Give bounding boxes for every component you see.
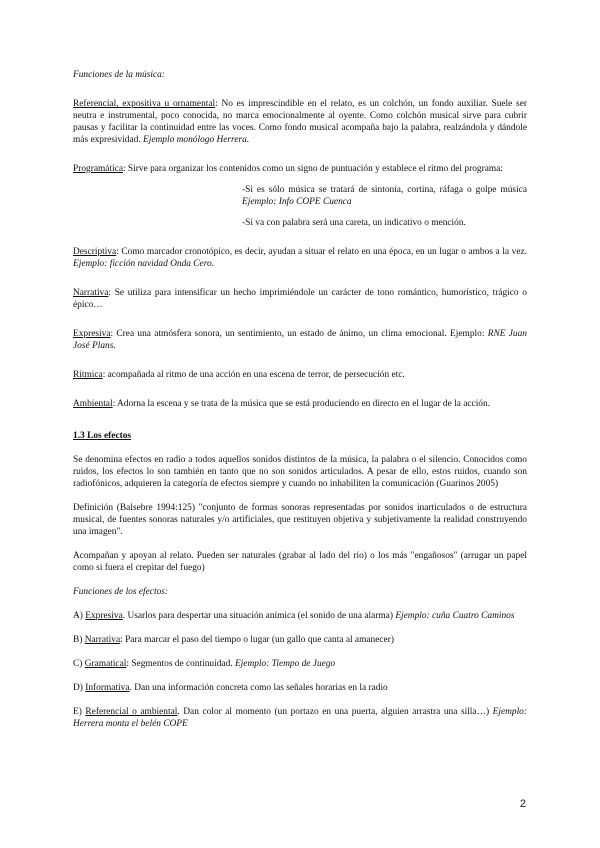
paragraph-definicion: Definición (Balsebre 1994:125) "conjunto de formas sonoras representadas por sonidos inarticulados o de estructura musical, de fuentes sonoras naturales y/o artificiales, que restituyen objetiva y subjetivamente la realidad construyendo una imagen". [73, 503, 527, 537]
section-title-efectos: 1.3 Los efectos [73, 431, 132, 441]
effect-b-prefix: B) [73, 635, 85, 645]
effect-b-text: : Para marcar el paso del tiempo o lugar (un gallo que canta al amanecer) [120, 635, 394, 645]
term-ritmica: Rítmica [73, 370, 103, 380]
paragraph-descriptiva [73, 246, 527, 270]
effect-item-d [73, 682, 527, 694]
paragraph-expresiva [73, 328, 527, 352]
descriptiva-example: Ejemplo: ficción navidad Onda Cero. [73, 259, 215, 269]
effect-d-term: Informativa [85, 683, 130, 693]
referencial-example: Ejemplo monólogo Herrera. [143, 135, 250, 145]
paragraph-narrativa [73, 287, 527, 311]
effect-a-text: . Usarlos para despertar una situación anímica (el sonido de una alarma) [122, 611, 396, 621]
term-ambiental: Ambiental [73, 399, 113, 409]
term-narrativa: Narrativa [73, 288, 109, 298]
effect-e-example: Ejemplo: Herrera monta el belén COPE [73, 707, 527, 729]
effect-a-term: Expresiva [85, 611, 123, 621]
effect-c-text: : Segmentos de continuidad. [126, 659, 235, 669]
programatica-sub-1 [242, 184, 527, 208]
effect-a-example: Ejemplo: cuña Cuatro Caminos [395, 611, 515, 621]
programatica-text: : Sirve para organizar los contenidos como un signo de puntuación y establece el ritmo del programa: [122, 164, 503, 174]
descriptiva-text: : Como marcador cronotópico, es decir, ayudan a situar el relato en una época, en un lugar o ambos a la vez. [116, 247, 527, 257]
paragraph-ritmica [73, 369, 527, 381]
paragraph-ambiental [73, 398, 527, 410]
ambiental-text: : Adorna la escena y se trata de la música que se está produciendo en directo en el lugar de la acción. [112, 399, 491, 409]
effect-e-prefix: E) [73, 707, 86, 717]
paragraph-acompanan: Acompañan y apoyan al relato. Pueden ser naturales (grabar al lado del río) o los más "engañosos" (arrugar un papel como si fuera el crepitar del fuego) [73, 551, 527, 573]
paragraph-programatica [73, 163, 527, 175]
effect-item-b [73, 634, 527, 646]
referencial-text: : No es imprescindible en el relato, es un colchón, un fondo auxiliar. Suele ser neutra e instrumental, poco conocida, no marca emocionalmente al oyente. Como colchón musical sirve para cubrir pausas y facilitar la continuidad entre las voces. Como fondo musical acompaña bajo la palabra, realzándola y dándole más expresividad. [73, 99, 527, 145]
term-referencial: Referencial, expositiva u ornamental [73, 99, 216, 109]
effect-e-term: Referencial o ambiental [85, 707, 178, 717]
programatica-sub-2: -Si va con palabra será una careta, un indicativo o mención. [242, 218, 466, 228]
term-programatica: Programática [73, 164, 123, 174]
paragraph-referencial [73, 98, 527, 146]
effect-d-prefix: D) [73, 683, 86, 693]
term-descriptiva: Descriptiva [73, 247, 117, 257]
effect-c-term: Gramatical [84, 659, 127, 669]
effect-item-a [73, 610, 527, 622]
expresiva-example: RNE Juan José Plans. [73, 329, 527, 351]
term-expresiva: Expresiva [73, 329, 111, 339]
effect-a-prefix: A) [73, 611, 86, 621]
effect-e-text: . Dan color al momento (un portazo en una puerta, alguien arrastra una silla…) [177, 707, 493, 717]
programatica-sub-1-text: -Si es sólo música se tratará de sintonía, cortina, ráfaga o golpe música [242, 185, 527, 195]
expresiva-text: : Crea una atmósfera sonora, un sentimiento, un estado de ánimo, un clima emocional. Ejemplo: [110, 329, 488, 339]
paragraph-efectos-intro: Se denomina efectos en radio a todos aquellos sonidos distintos de la música, la palabra o el silencio. Conocidos como ruidos, los efectos lo son también en tanto que no son sonidos articulados. A pesar de ello, estos ruidos, cuando son radiofónicos, adquieren la categoría de efectos siempre y cuando no inhabiliten la comunicación (Guarinos 2005) [73, 455, 527, 489]
page-number: 2 [519, 798, 526, 810]
narrativa-text: : Se utiliza para intensificar un hecho imprimiéndole un carácter de tono romántico, humorístico, trágico o épico… [73, 288, 527, 310]
effects-functions-heading: Funciones de los efectos: [73, 587, 169, 597]
effect-c-prefix: C) [73, 659, 85, 669]
effect-item-c [73, 658, 527, 670]
ritmica-text: : acompañada al ritmo de una acción en una escena de terror, de persecución etc. [102, 370, 405, 380]
effect-b-term: Narrativa [84, 635, 121, 645]
effect-item-e [73, 706, 527, 730]
effect-d-text: . Dan una información concreta como las señales horarias en la radio [129, 683, 388, 693]
programatica-sub-1-example: Ejemplo: Info COPE Cuenca [242, 197, 352, 207]
music-functions-heading: Funciones de la música: [73, 70, 165, 80]
effect-c-example: Ejemplo: Tiempo de Juego [234, 659, 336, 669]
